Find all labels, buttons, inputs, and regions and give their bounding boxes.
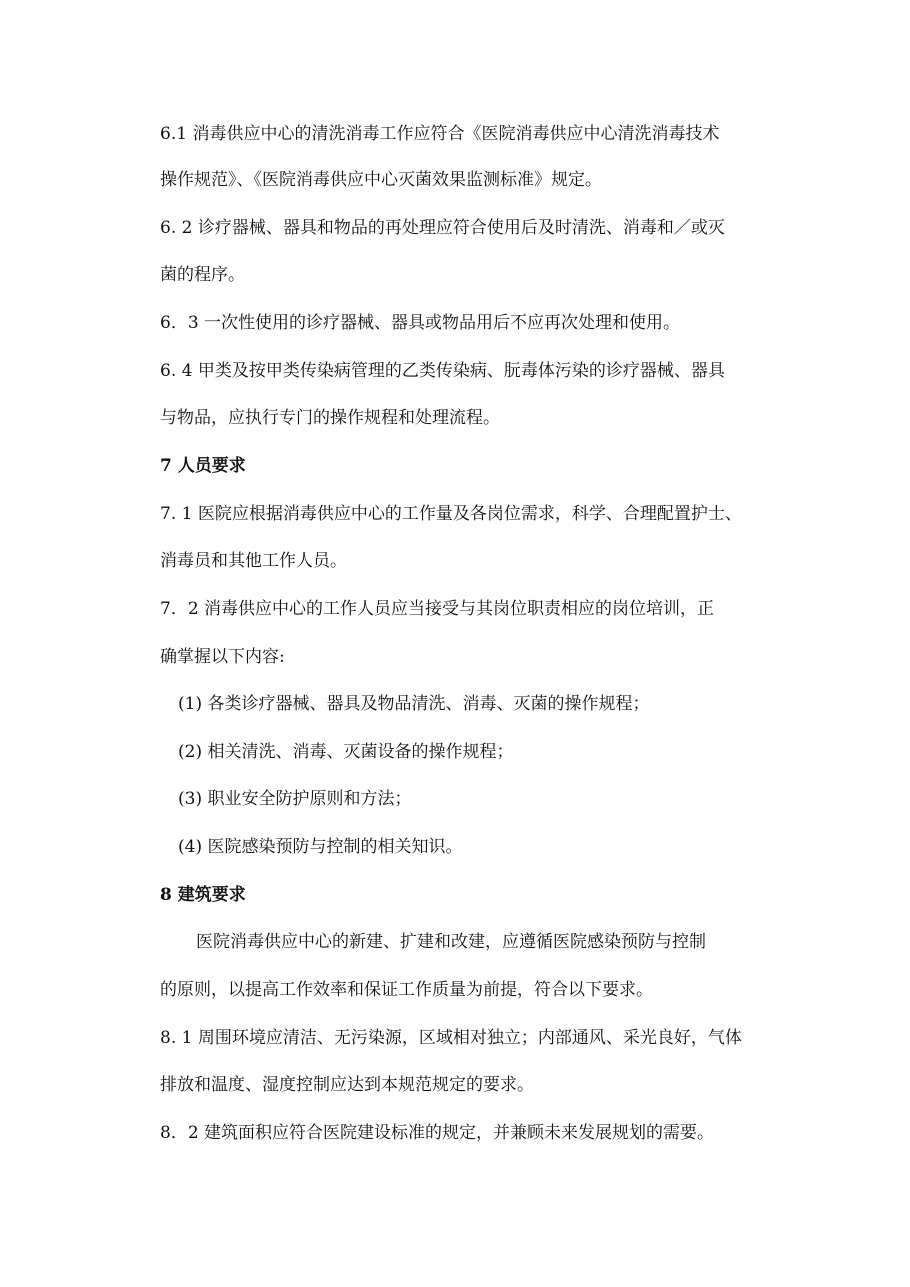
section-8-intro-line-2: 的原则，以提高工作效率和保证工作质量为前提，符合以下要求。 [160, 980, 653, 1000]
list-item: (4) 医院感染预防与控制的相关知识。 [178, 837, 463, 857]
clause-6-1-line-1: 6.1 消毒供应中心的清洗消毒工作应符合《医院消毒供应中心清洗消毒技术 [160, 124, 720, 144]
list-item: (2) 相关清洗、消毒、灭菌设备的操作规程； [178, 742, 514, 762]
clause-8-2-line-1: 8．2 建筑面积应符合医院建设标准的规定，并兼顾未来发展规划的需要。 [160, 1123, 715, 1143]
section-7-heading: 7 人员要求 [160, 456, 246, 476]
clause-6-4-line-1: 6. 4 甲类及按甲类传染病管理的乙类传染病、朊毒体污染的诊疗器械、器具 [160, 361, 725, 381]
clause-7-2-line-1: 7．2 消毒供应中心的工作人员应当接受与其岗位职责相应的岗位培训，正 [160, 599, 715, 619]
clause-7-2-line-2: 确掌握以下内容: [160, 647, 285, 667]
clause-6-2-line-2: 菌的程序。 [160, 265, 245, 285]
clause-7-1-line-1: 7. 1 医院应根据消毒供应中心的工作量及各岗位需求，科学、合理配置护士、 [160, 504, 742, 524]
section-8-intro-line-1: 医院消毒供应中心的新建、扩建和改建，应遵循医院感染预防与控制 [196, 932, 706, 952]
clause-8-1-line-2: 排放和温度、湿度控制应达到本规范规定的要求。 [160, 1075, 534, 1095]
clause-6-2-line-1: 6. 2 诊疗器械、器具和物品的再处理应符合使用后及时清洗、消毒和／或灭 [160, 218, 725, 238]
clause-6-1-line-2: 操作规范》、《医院消毒供应中心灭菌效果监测标准》规定。 [160, 170, 602, 190]
clause-7-1-line-2: 消毒员和其他工作人员。 [160, 551, 347, 571]
clause-6-4-line-2: 与物品，应执行专门的操作规程和处理流程。 [160, 408, 500, 428]
clause-8-1-line-1: 8. 1 周围环境应清洁、无污染源，区域相对独立；内部通风、采光良好，气体 [160, 1028, 742, 1048]
list-item: (1) 各类诊疗器械、器具及物品清洗、消毒、灭菌的操作规程； [178, 694, 650, 714]
clause-6-3-line-1: 6．3 一次性使用的诊疗器械、器具或物品用后不应再次处理和使用。 [160, 313, 681, 333]
section-8-heading: 8 建筑要求 [160, 885, 246, 905]
list-item: (3) 职业安全防护原则和方法； [178, 789, 412, 809]
